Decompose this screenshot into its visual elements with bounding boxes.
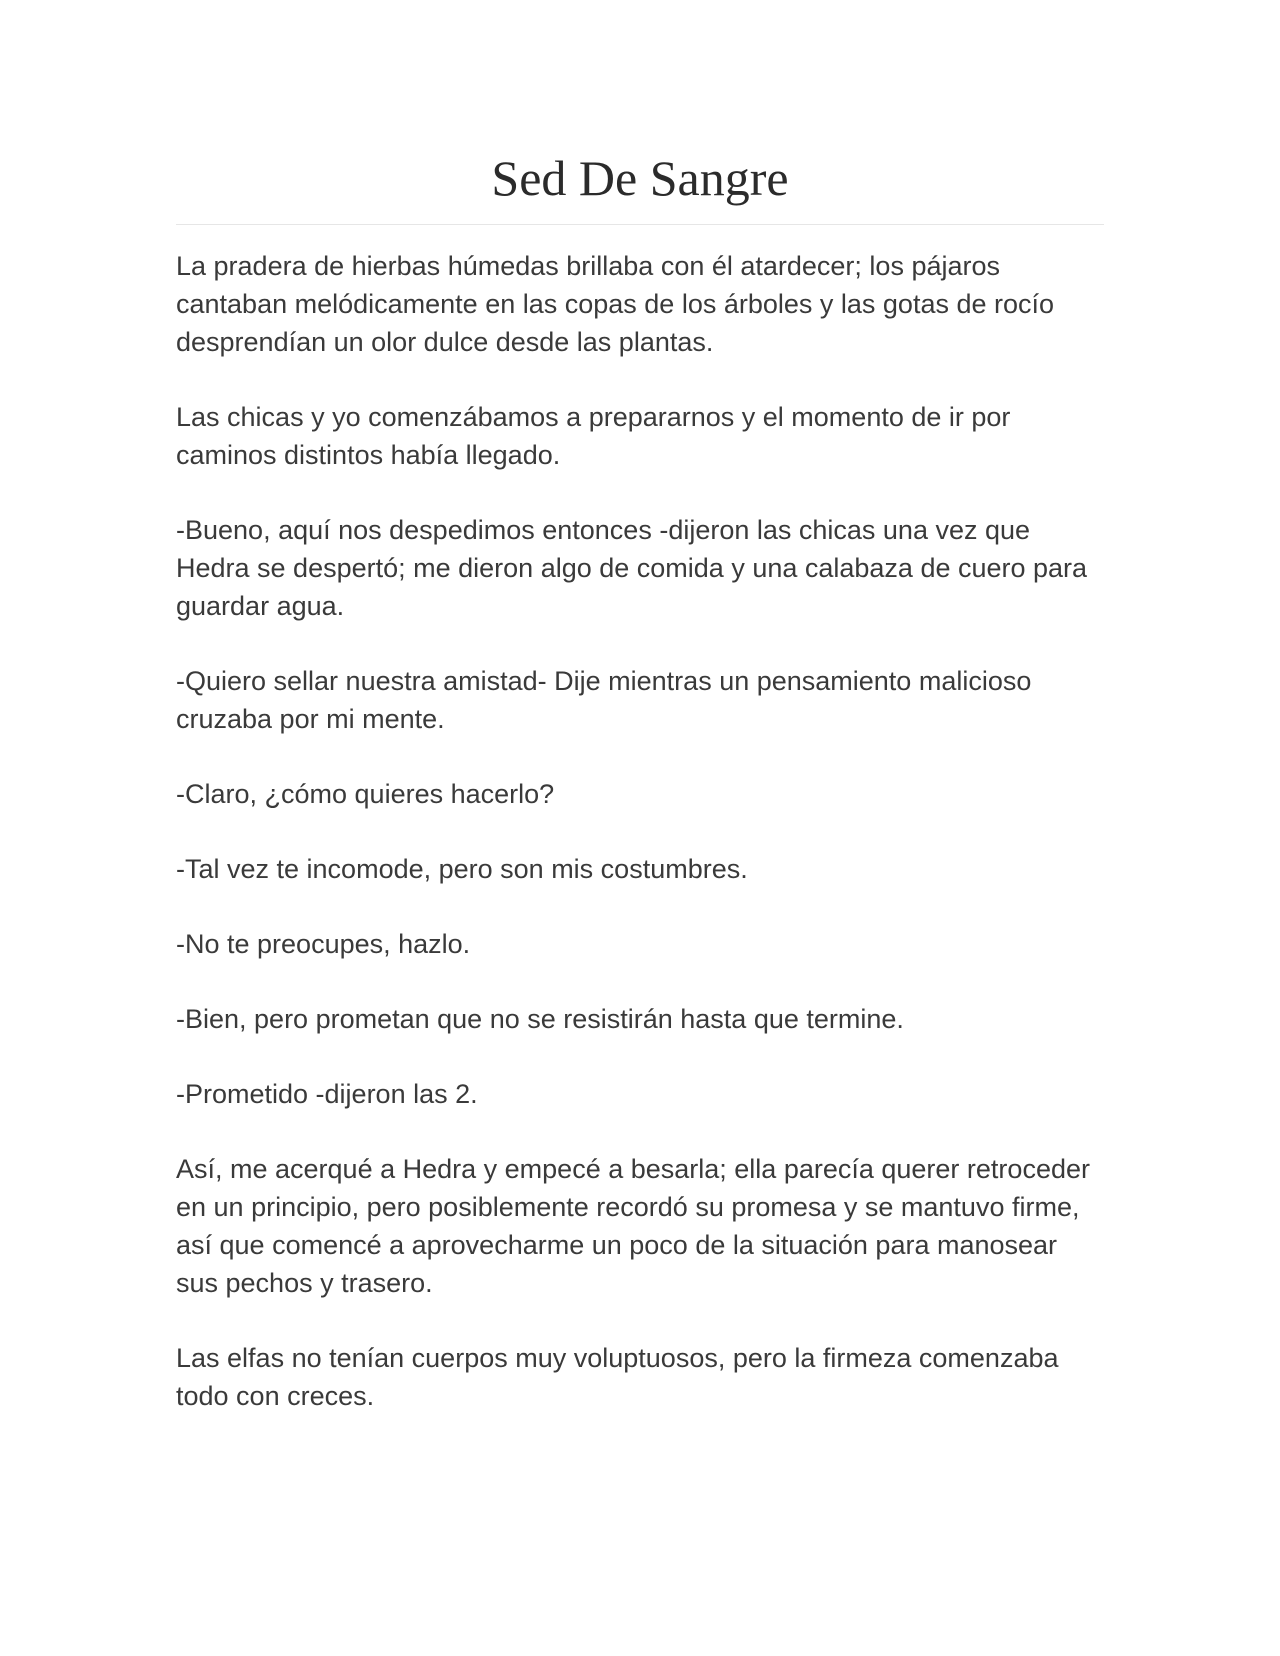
document-page bbox=[176, 140, 1104, 1452]
paragraph: -Prometido -dijeron las 2. bbox=[176, 1079, 478, 1109]
paragraph: -Quiero sellar nuestra amistad- Dije mientras un pensamiento malicioso cruzaba por mi mente. bbox=[176, 666, 1032, 734]
paragraph: -No te preocupes, hazlo. bbox=[176, 929, 471, 959]
paragraph: -Tal vez te incomode, pero son mis costumbres. bbox=[176, 854, 748, 884]
paragraph: -Bueno, aquí nos despedimos entonces -dijeron las chicas una vez que Hedra se despertó; me dieron algo de comida y una calabaza de cuero para guardar agua. bbox=[176, 515, 1088, 621]
paragraph: -Bien, pero prometan que no se resistirán hasta que termine. bbox=[176, 1004, 904, 1034]
paragraph: La pradera de hierbas húmedas brillaba con él atardecer; los pájaros cantaban melódicamente en las copas de los árboles y las gotas de rocío desprendían un olor dulce desde las plantas. bbox=[176, 251, 1055, 357]
paragraph: Así, me acerqué a Hedra y empecé a besarla; ella parecía querer retroceder en un principio, pero posiblemente recordó su promesa y se mantuvo firme, así que comencé a aprovecharme un poco de la situación para manosear sus pechos y trasero. bbox=[176, 1154, 1090, 1298]
document-title: Sed De Sangre bbox=[491, 150, 789, 206]
paragraph: Las chicas y yo comenzábamos a prepararnos y el momento de ir por caminos distintos había llegado. bbox=[176, 402, 1011, 470]
title-divider bbox=[176, 224, 1104, 225]
paragraph: Las elfas no tenían cuerpos muy voluptuosos, pero la firmeza comenzaba todo con creces. bbox=[176, 1343, 1059, 1411]
paragraph: -Claro, ¿cómo quieres hacerlo? bbox=[176, 779, 555, 809]
